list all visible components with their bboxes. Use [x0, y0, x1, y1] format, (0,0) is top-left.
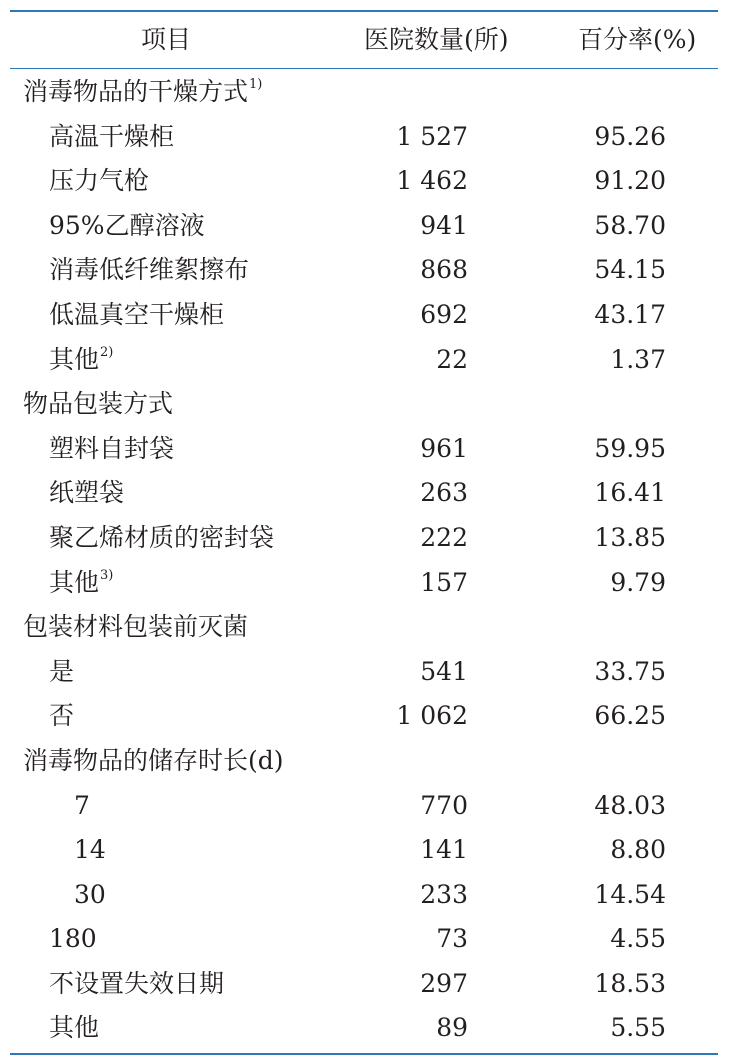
row-label — [49, 293, 224, 338]
table-row — [10, 650, 718, 695]
section-label — [23, 382, 173, 427]
table-row — [10, 338, 718, 383]
label-text: 压力气枪 — [49, 166, 150, 196]
percentage: 13.85 — [594, 522, 666, 552]
percentage: 91.20 — [594, 166, 666, 196]
row-label — [49, 248, 249, 293]
label-text: 其他 — [49, 344, 100, 374]
table-row — [10, 204, 718, 249]
label-text: 否 — [49, 701, 75, 731]
hospital-count: 868 — [420, 255, 468, 285]
section-label — [23, 70, 262, 115]
percentage: 4.55 — [610, 924, 666, 954]
row-label — [74, 784, 90, 829]
row-label — [49, 516, 274, 561]
table-row — [10, 917, 718, 962]
section-label — [23, 605, 248, 650]
hospital-count: 1 462 — [396, 166, 468, 196]
row-label — [49, 962, 224, 1007]
percentage: 33.75 — [594, 656, 666, 686]
percentage: 18.53 — [594, 968, 666, 998]
section-label — [23, 739, 284, 784]
table-row — [10, 471, 718, 516]
percentage: 58.70 — [594, 210, 666, 240]
row-label — [49, 471, 124, 516]
percentage: 8.80 — [610, 835, 666, 865]
percentage: 5.55 — [610, 1013, 666, 1043]
table-row — [10, 516, 718, 561]
label-text: 其他 — [49, 567, 100, 597]
section-row — [10, 382, 718, 427]
row-label — [49, 917, 97, 962]
hospital-count: 941 — [420, 210, 468, 240]
row-label — [49, 338, 113, 383]
table-row — [10, 694, 718, 739]
footnote-marker: 3) — [100, 567, 114, 583]
hospital-count: 22 — [436, 344, 468, 374]
table-row — [10, 115, 718, 160]
label-text: 物品包装方式 — [23, 389, 174, 419]
hospital-count: 222 — [420, 522, 468, 552]
footnote-marker: 1) — [249, 77, 263, 92]
percentage: 66.25 — [594, 701, 666, 731]
label-text: 包装材料包装前灭菌 — [23, 612, 249, 642]
row-label — [74, 873, 106, 918]
label-text: 180 — [49, 924, 97, 954]
header-item: 项目 — [141, 25, 192, 54]
label-text: 30 — [74, 879, 106, 909]
row-label — [49, 561, 113, 606]
table-row — [10, 561, 718, 606]
percentage: 95.26 — [594, 121, 666, 151]
table-row — [10, 427, 718, 472]
table-row — [10, 873, 718, 918]
section-row — [10, 739, 718, 784]
row-label — [49, 1006, 99, 1051]
row-label — [49, 159, 149, 204]
table-row — [10, 293, 718, 338]
percentage: 16.41 — [594, 478, 666, 508]
label-text: 消毒物品的干燥方式 — [23, 77, 249, 106]
table-row — [10, 159, 718, 204]
percentage: 48.03 — [594, 790, 666, 820]
table-row — [10, 1006, 718, 1051]
label-text: 低温真空干燥柜 — [49, 299, 225, 329]
table-body — [10, 69, 718, 1053]
label-text: 聚乙烯材质的密封袋 — [49, 522, 275, 552]
hospital-count: 1 062 — [396, 701, 468, 731]
label-text: 不设置失效日期 — [49, 968, 225, 998]
label-text: 7 — [74, 790, 90, 820]
row-label — [49, 694, 74, 739]
hospital-count: 541 — [420, 656, 468, 686]
row-label — [74, 828, 106, 873]
header-percent: 百分率(%) — [578, 25, 697, 54]
label-text: 纸塑袋 — [49, 478, 125, 508]
hospital-count: 692 — [420, 299, 468, 329]
row-label — [49, 115, 174, 160]
label-text: 其他 — [49, 1013, 100, 1043]
hospital-count: 770 — [420, 790, 468, 820]
hospital-count: 263 — [420, 478, 468, 508]
percentage: 59.95 — [594, 433, 666, 463]
label-text: 消毒低纤维絮擦布 — [49, 255, 250, 285]
hospital-count: 89 — [436, 1013, 468, 1043]
table-row — [10, 784, 718, 829]
percentage: 43.17 — [594, 299, 666, 329]
hospital-count: 297 — [420, 968, 468, 998]
percentage: 14.54 — [594, 879, 666, 909]
data-table — [10, 10, 718, 1055]
row-label — [49, 427, 174, 472]
header-count: 医院数量(所) — [364, 25, 509, 54]
label-text: 塑料自封袋 — [49, 433, 175, 463]
table-row — [10, 828, 718, 873]
label-text: 是 — [49, 656, 75, 686]
section-row — [10, 605, 718, 650]
table-row — [10, 248, 718, 293]
hospital-count: 1 527 — [396, 121, 468, 151]
label-text: 14 — [74, 835, 106, 865]
table-row — [10, 962, 718, 1007]
section-row — [10, 70, 718, 115]
label-text: 高温干燥柜 — [49, 121, 175, 151]
hospital-count: 157 — [420, 567, 468, 597]
label-text: 95%乙醇溶液 — [49, 210, 205, 240]
percentage: 9.79 — [610, 567, 666, 597]
percentage: 1.37 — [610, 344, 666, 374]
hospital-count: 233 — [420, 879, 468, 909]
table-header — [10, 12, 718, 68]
percentage: 54.15 — [594, 255, 666, 285]
row-label — [49, 204, 205, 249]
label-text: 消毒物品的储存时长(d) — [23, 745, 284, 775]
hospital-count: 141 — [420, 835, 468, 865]
row-label — [49, 650, 74, 695]
footnote-marker: 2) — [100, 344, 114, 360]
hospital-count: 73 — [436, 924, 468, 954]
hospital-count: 961 — [420, 433, 468, 463]
